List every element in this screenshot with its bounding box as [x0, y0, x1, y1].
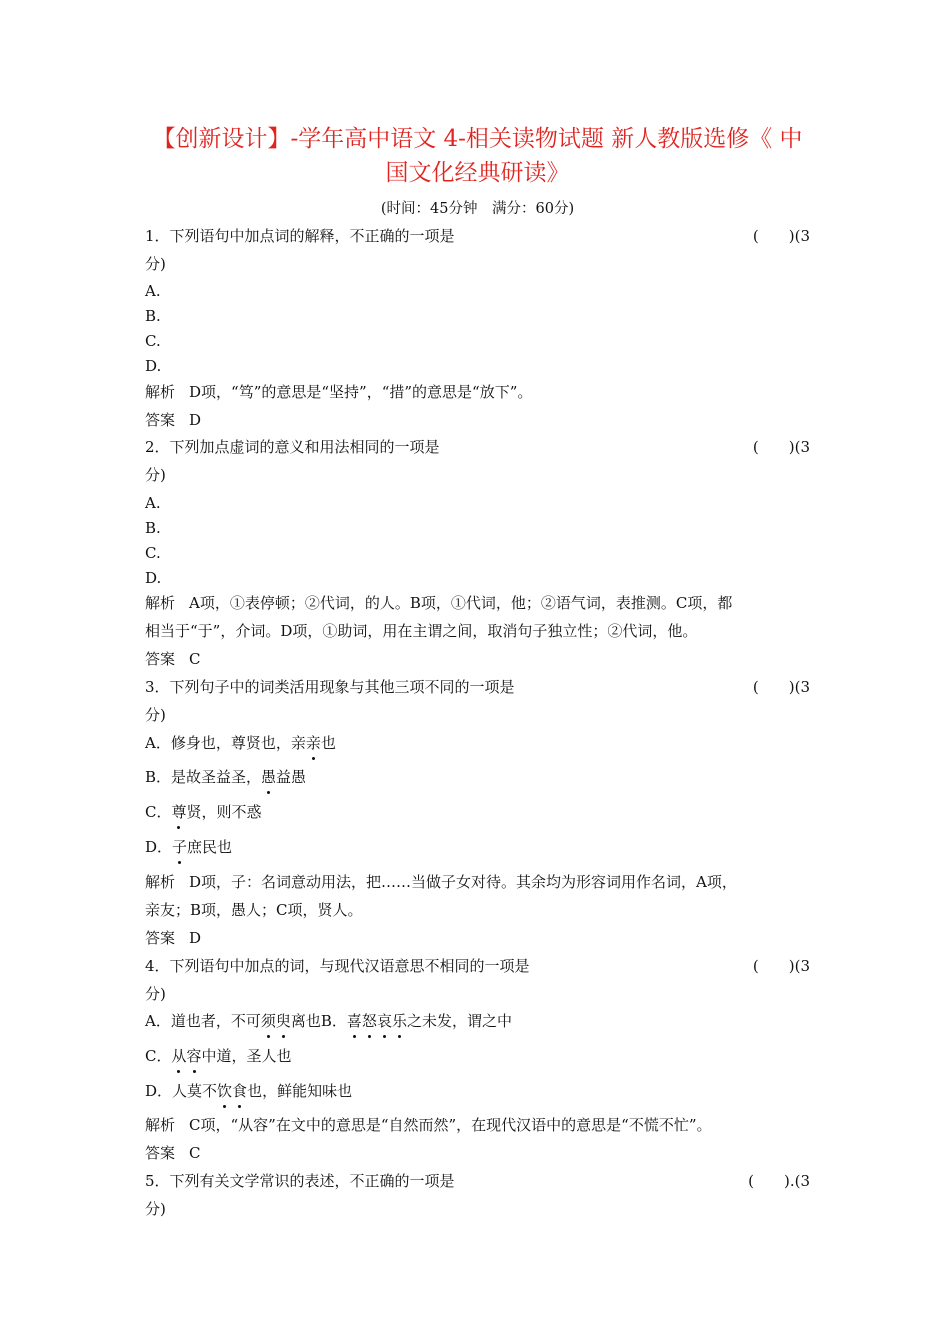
q2-analysis-line1: [145, 592, 810, 614]
emphasis-dot-char: 怒: [361, 1012, 377, 1030]
q4-stem: 4．下列语句中加点的词，与现代汉语意思不相同的一项是: [145, 957, 530, 975]
q3-option-d-text: D．: [145, 838, 173, 856]
q4-score-unit: 分): [145, 985, 166, 1003]
q3-option-a: [145, 732, 810, 754]
q2-answer-label: 答案: [145, 650, 176, 668]
emphasis-dot-char: 饮: [217, 1082, 233, 1100]
q5-score-unit: 分): [145, 1200, 166, 1218]
q1-stem: 1．下列语句中加点词的解释，不正确的一项是: [145, 227, 455, 245]
emphasis-dot-char: 臾: [275, 1012, 291, 1030]
q3-option-b-text: B．是故圣益圣，: [145, 768, 262, 786]
q1-answer-value: D: [189, 411, 202, 429]
q4-answer-value: C: [189, 1144, 201, 1162]
q5-stem: 5．下列有关文学常识的表述，不正确的一项是: [145, 1172, 455, 1190]
q2-answer: [145, 648, 810, 670]
q4-option-c-tail: 中道，圣人也: [201, 1047, 292, 1065]
emphasis-dot-char: 乐: [391, 1012, 407, 1030]
q4-option-c-text: C．: [145, 1047, 172, 1065]
q4-option-d: [145, 1080, 810, 1102]
emphasis-dot-char: 喜: [346, 1012, 362, 1030]
q4-analysis: [145, 1114, 810, 1136]
q1-option-b: B.: [145, 307, 161, 325]
q3-score-unit: 分): [145, 706, 166, 724]
q1-analysis-text: D项，“笃”的意思是“坚持”，“措”的意思是“放下”。: [189, 383, 533, 401]
q3-analysis-label: 解析: [145, 873, 176, 891]
q3-option-a-tail: 也: [320, 734, 336, 752]
q1-answer-label: 答案: [145, 411, 176, 429]
q3-option-c-tail: 贤，则不惑: [186, 803, 262, 821]
q2-option-a: A.: [145, 494, 161, 512]
q5-score: ( ).(3: [748, 1172, 810, 1190]
q2-option-d: D.: [145, 569, 162, 587]
q2-analysis-label: 解析: [145, 594, 176, 612]
q4-answer-label: 答案: [145, 1144, 176, 1162]
q2-option-b: B.: [145, 519, 161, 537]
q2-stem: 2．下列加点虚词的意义和用法相同的一项是: [145, 438, 440, 456]
q4-options-ab: [145, 1010, 810, 1032]
q3-answer-value: D: [189, 929, 202, 947]
emphasis-dot-char: 尊: [171, 803, 187, 821]
q3-analysis-line1: [145, 871, 810, 893]
emphasis-dot-char: 从: [171, 1047, 187, 1065]
q2-option-c: C.: [145, 544, 161, 562]
emphasis-dot-char: 亲: [305, 734, 321, 752]
q2-analysis-line2: 相当于“于”，介词。D项，①助词，用在主谓之间，取消句子独立性；②代词，他。: [145, 622, 698, 640]
q1-score: ( )(3: [752, 227, 810, 245]
document-title-line1: 【创新设计】-学年高中语文 4-相关读物试题 新人教版选修《 中: [152, 126, 803, 152]
q4-option-b-tail: 之未发，谓之中: [406, 1012, 512, 1030]
q4-option-c: [145, 1045, 810, 1067]
emphasis-dot-char: 子: [172, 838, 188, 856]
q3-option-a-text: A．修身也，尊贤也，亲: [145, 734, 306, 752]
emphasis-dot-char: 食: [232, 1082, 248, 1100]
q4-analysis-label: 解析: [145, 1116, 176, 1134]
q4-score: ( )(3: [752, 957, 810, 975]
q3-option-b-tail: 益愚: [276, 768, 307, 786]
q2-score: ( )(3: [752, 438, 810, 456]
q3-analysis-line2: 亲友；B项，愚人；C项，贤人。: [145, 901, 363, 919]
q4-option-a-text: A．道也者，不可: [145, 1012, 261, 1030]
q4-analysis-text: C项，“从容”在文中的意思是“自然而然”，在现代汉语中的意思是“不慌不忙”。: [189, 1116, 712, 1134]
q2-score-unit: 分): [145, 466, 166, 484]
q4-answer: [145, 1142, 810, 1164]
q2-analysis-text1: A项，①表停顿；②代词，的人。B项，①代词，他；②语气词，表推测。C项，都: [189, 594, 733, 612]
q4-option-a-tail: 离也B．: [290, 1012, 347, 1030]
q3-stem: 3．下列句子中的词类活用现象与其他三项不同的一项是: [145, 678, 515, 696]
q1-option-a: A.: [145, 282, 161, 300]
q4-option-d-tail: 也，鲜能知味也: [247, 1082, 353, 1100]
q4-option-d-text: D．人莫不: [145, 1082, 218, 1100]
q3-answer-label: 答案: [145, 929, 176, 947]
q3-answer: [145, 927, 810, 949]
q3-option-d: [145, 836, 810, 858]
q3-option-c: [145, 801, 810, 823]
q3-analysis-text1: D项，子：名词意动用法，把……当做子女对待。其余均为形容词用作名词，A项，: [189, 873, 737, 891]
q1-score-unit: 分): [145, 255, 166, 273]
q3-option-d-tail: 庶民也: [187, 838, 233, 856]
document-title-line2: 国文化经典研读》: [385, 160, 570, 186]
emphasis-dot-char: 容: [186, 1047, 202, 1065]
emphasis-dot-char: 哀: [376, 1012, 392, 1030]
q1-analysis: [145, 381, 810, 403]
q2-answer-value: C: [189, 650, 201, 668]
q3-option-c-text: C．: [145, 803, 172, 821]
q3-score: ( )(3: [752, 678, 810, 696]
q1-answer: [145, 409, 810, 431]
q3-option-b: [145, 766, 810, 788]
q1-option-c: C.: [145, 332, 161, 350]
q1-option-d: D.: [145, 357, 162, 375]
emphasis-dot-char: 愚: [261, 768, 277, 786]
exam-time-score: (时间：45分钟 满分：60分): [380, 201, 575, 217]
q1-analysis-label: 解析: [145, 383, 176, 401]
emphasis-dot-char: 须: [260, 1012, 276, 1030]
